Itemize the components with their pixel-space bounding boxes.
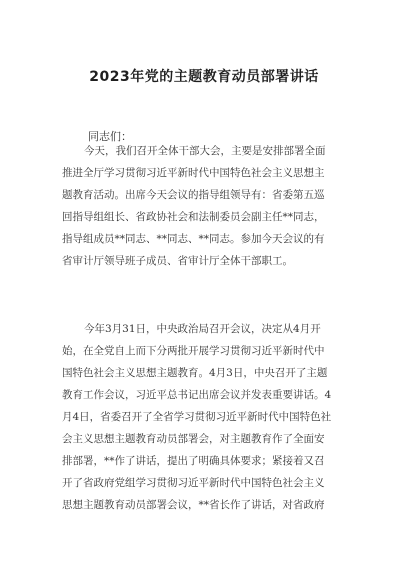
paragraph-line: 思想主题教育动员部署会议，**省长作了讲话，对省政府 bbox=[62, 499, 325, 511]
paragraph-line: 今年3月31日，中央政治局召开会议，决定从4月开 bbox=[84, 323, 321, 335]
paragraph-line: 教育工作会议，习近平总书记出席会议并发表重要讲话。4 bbox=[62, 389, 332, 401]
paragraph-1 bbox=[62, 140, 352, 272]
paragraph-line: 排部署，**作了讲话，提出了明确具体要求；紧接着又召 bbox=[62, 455, 325, 467]
paragraph-line: 今天，我们召开全体干部大会，主要是安排部署全面 bbox=[84, 145, 326, 157]
paragraph-line: 题教育活动。出席今天会议的指导组领导有：省委第五巡 bbox=[62, 189, 325, 201]
paragraph-line: 始，在全党自上而下分两批开展学习贯彻习近平新时代中 bbox=[62, 345, 325, 357]
document-title: 2023年党的主题教育动员部署讲话 bbox=[89, 69, 319, 85]
paragraph-line: 开了省政府党组学习贯彻习近平新时代中国特色社会主义 bbox=[62, 477, 325, 489]
paragraph-line: 会主义思想主题教育动员部署会，对主题教育作了全面安 bbox=[62, 433, 325, 445]
paragraph-2 bbox=[62, 318, 352, 516]
paragraph-line: 国特色社会主义思想主题教育。4月3日，中央召开了主题 bbox=[62, 367, 328, 379]
salutation: 同志们： bbox=[88, 130, 132, 143]
paragraph-line: 月4日，省委召开了全省学习贯彻习近平新时代中国特色社 bbox=[62, 411, 332, 423]
paragraph-line: 指导组成员**同志、**同志、**同志。参加今天会议的有 bbox=[62, 233, 325, 245]
paragraph-line: 省审计厅领导班子成员、省审计厅全体干部职工。 bbox=[62, 255, 293, 267]
paragraph-line: 推进全厅学习贯彻习近平新时代中国特色社会主义思想主 bbox=[62, 167, 325, 179]
paragraph-line: 回指导组组长、省政协社会和法制委员会副主任**同志， bbox=[62, 211, 325, 223]
